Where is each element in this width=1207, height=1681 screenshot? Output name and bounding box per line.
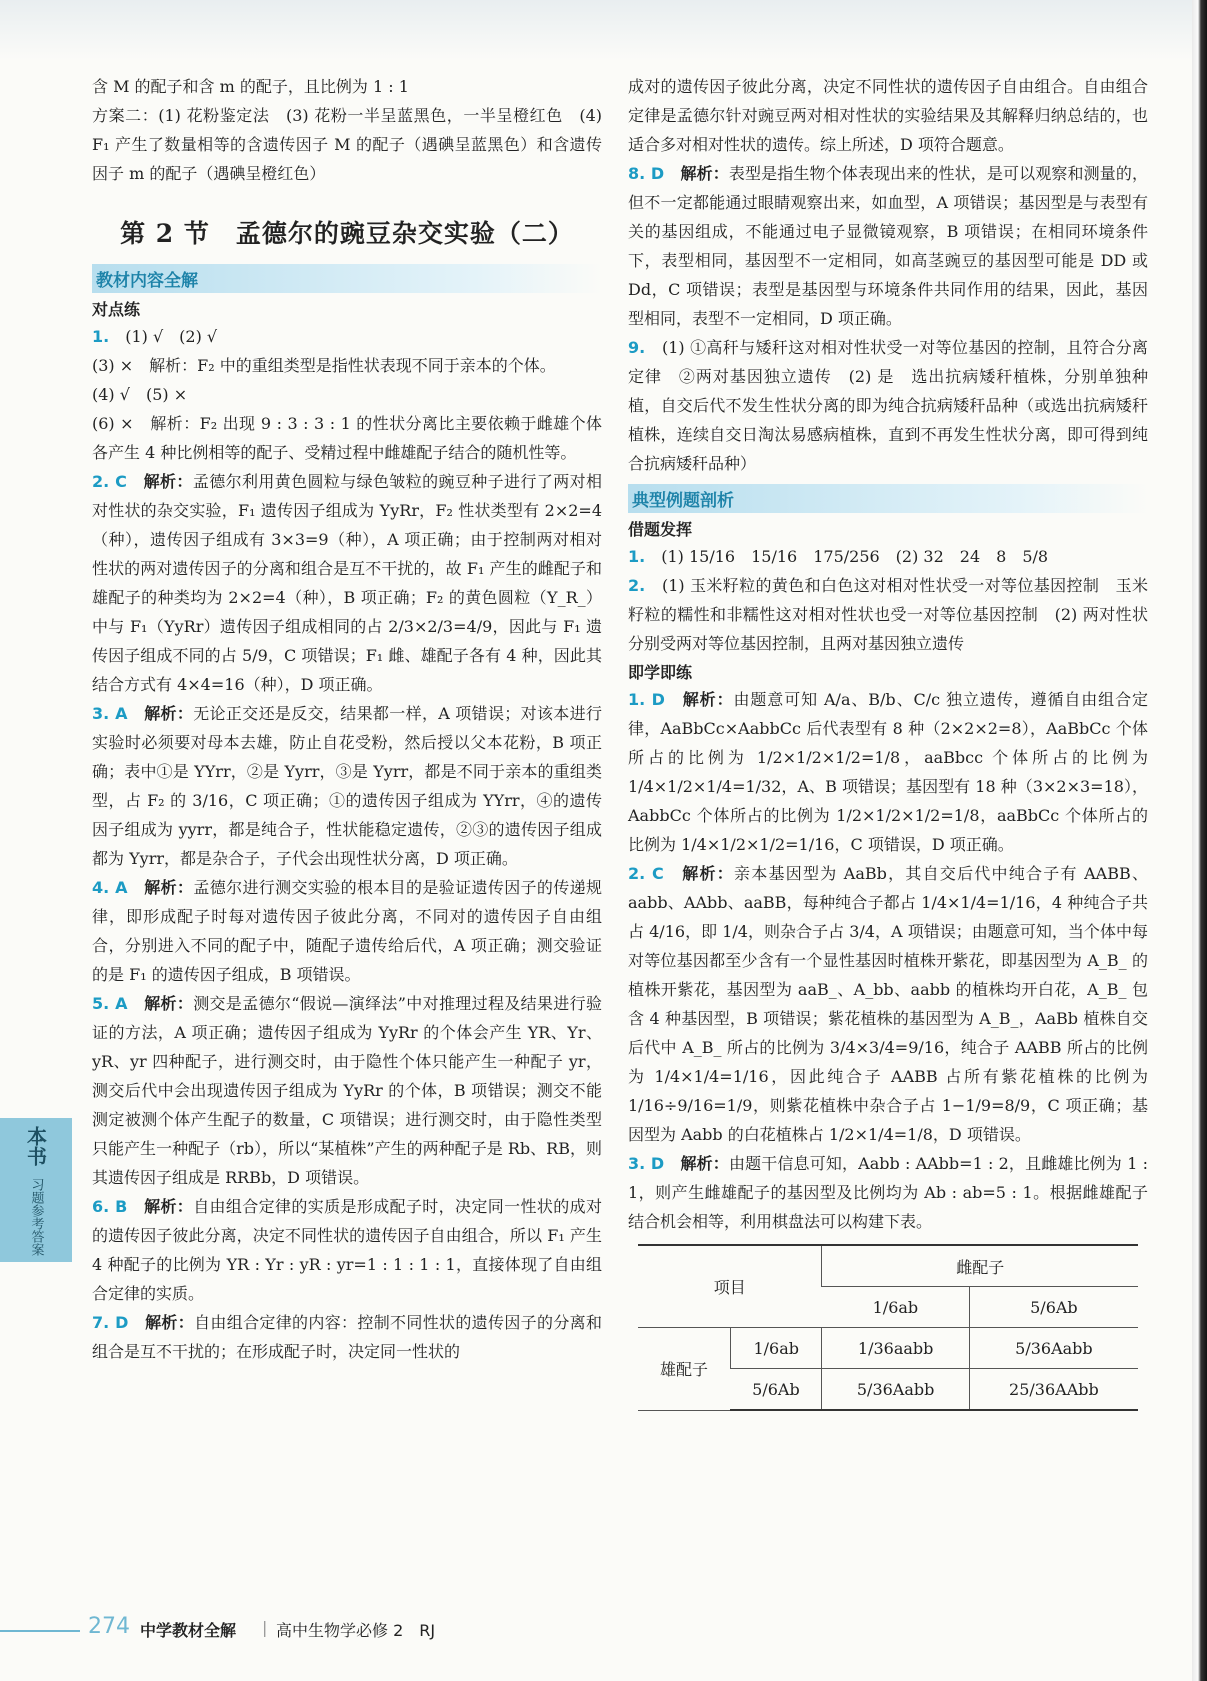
table-cell: 5/36Aabb — [822, 1369, 969, 1411]
subheading-extend: 借题发挥 — [628, 520, 693, 539]
answer-text: 自由组合定律的内容：控制不同性状的遗传因子的分离和组合是互不干扰的；在形成配子时，决定同一性状的 — [92, 1313, 602, 1361]
table-row-head: 1/6ab — [730, 1328, 822, 1369]
answer-number: 2. C — [92, 472, 127, 491]
side-tab-small: 习题参考答案 — [28, 1178, 44, 1256]
answer-number: 1. — [628, 547, 646, 566]
answer-item — [92, 989, 602, 1192]
footer-course: 高中生物学必修 2 RJ — [276, 1621, 436, 1640]
answer-item — [628, 571, 1148, 658]
answer-number: 8. D — [628, 164, 665, 183]
answer-item — [92, 467, 602, 699]
analysis-label: 解析： — [144, 994, 194, 1013]
answer-text: 由题干信息可知，Aabb : AAbb=1 : 2，且雌雄比例为 1 : 1，则产生雌雄配子的基因型及比例均为 Ab : ab=5 : 1。根据雌雄配子结合机会相等，利用棋盘法可以构建下表。 — [628, 1154, 1148, 1231]
subheading-practice: 对点练 — [92, 300, 141, 319]
side-tab-answers — [0, 1118, 72, 1262]
answer-item — [628, 859, 1148, 1149]
answer-number: 6. B — [92, 1197, 128, 1216]
answer-text: 自由组合定律的实质是形成配子时，决定同一性状的成对的遗传因子彼此分离，决定不同性状的遗传因子自由组合，所以 F₁ 产生 4 种配子的比例为 YR : Yr : yR : yr=1 : 1 : 1 : 1，直接体现了自由组合定律的实质。 — [92, 1197, 602, 1303]
analysis-label: 解析： — [680, 164, 729, 183]
answer-number: 2. C — [628, 864, 664, 883]
side-tab-big: 本书 — [23, 1126, 48, 1166]
answer-item — [92, 873, 602, 989]
answer-item — [628, 685, 1148, 859]
intro-line-1: 含 M 的配子和含 m 的配子，且比例为 1 : 1 — [92, 77, 409, 96]
table-cell: 1/36aabb — [822, 1328, 969, 1369]
answer-item — [628, 542, 1148, 571]
page-binding-edge — [1192, 0, 1207, 1681]
answer-text: (1) 玉米籽粒的黄色和白色这对相对性状受一对等位基因控制 玉米籽粒的糯性和非糯性这对相对性状也受一对等位基因控制 (2) 两对性状分别受两对等位基因控制，且两对基因独立遗传 — [628, 576, 1148, 653]
answer-text: (3) × 解析：F₂ 中的重组类型是指性状表现不同于亲本的个体。 — [92, 356, 556, 375]
answer-text: 孟德尔利用黄色圆粒与绿色皱粒的豌豆种子进行了两对相对性状的杂交实验，F₁ 遗传因子组成为 YyRr，F₂ 性状类型有 2×2=4（种），遗传因子组成有 3×3=9（种），A 项正确；由于控制两对相对性状的两对遗传因子的分离和组合是互不干扰的，故 F₁ 产生的雌配子和雄配子的种类均为 2×2=4（种），B 项正确；F₂ 的黄色圆粒（Y_R_）中与 F₁（YyRr）遗传因子组成相同的占 2/3×2/3=4/9，因此与 F₁ 遗传因子组成不同的占 5/9，C 项错误；F₁ 雌、雄配子各有 4 种，因此其结合方式有 4×4=16（种），D 项正确。 — [92, 472, 602, 694]
right-answer-list-top — [628, 72, 1148, 478]
answer-text: (1) 15/16 15/16 175/256 (2) 32 24 8 5/8 — [661, 547, 1049, 566]
answer-item — [92, 351, 602, 380]
answer-item — [628, 159, 1148, 333]
answer-item — [628, 72, 1148, 159]
analysis-label: 解析： — [144, 704, 194, 723]
answer-number: 9. — [628, 338, 646, 357]
answer-item — [92, 380, 602, 409]
answer-text: 表型是指生物个体表现出来的性状，是可以观察和测量的，但不一定都能通过眼睛观察出来，如血型，A 项错误；基因型是与表型有关的基因组成，不能通过电子显微镜观察，B 项错误；在相同环境条件下，表型相同，基因型不一定相同，如高茎豌豆的基因型可能是 DD 或 Dd，C 项错误；表型是基因型与环境条件共同作用的结果，因此，基因型相同，表型不一定相同，D 项正确。 — [628, 164, 1148, 328]
answer-text: 成对的遗传因子彼此分离，决定不同性状的遗传因子自由组合。自由组合定律是孟德尔针对豌豆两对相对性状的实验结果及其解释归纳总结的，也适合多对相对性状的遗传。综上所述，D 项符合题意。 — [628, 77, 1148, 154]
analysis-label: 解析： — [143, 472, 193, 491]
table-female-header: 雌配子 — [822, 1245, 1138, 1287]
answer-number: 7. D — [92, 1313, 129, 1332]
section-title: 第 2 节 孟德尔的豌豆杂交实验（二） — [120, 219, 574, 248]
answer-item — [92, 322, 602, 351]
answer-number: 4. A — [92, 878, 128, 897]
analysis-label: 解析： — [680, 1154, 729, 1173]
table-col-head: 1/6ab — [822, 1287, 969, 1328]
section-bar-examples: 典型例题剖析 — [628, 484, 1148, 513]
answer-text: 无论正交还是反交，结果都一样，A 项错误；对该本进行实验时必须要对母本去雄，防止自花受粉，然后授以父本花粉，B 项正确；表中①是 YYrr，②是 Yyrr，③是 Yyrr，都是不同于亲本的重组类型，占 F₂ 的 3/16，C 项正确；①的遗传因子组成为 YYrr，④的遗传因子组成为 yyrr，都是纯合子，性状能稳定遗传，②③的遗传因子组成都为 Yyrr，都是杂合子，子代会出现性状分离，D 项正确。 — [92, 704, 602, 868]
answer-number: 5. A — [92, 994, 128, 1013]
answer-text: (1) ①高秆与矮秆这对相对性状受一对等位基因的控制，且符合分离定律 ②两对基因独立遗传 (2) 是 选出抗病矮秆植株，分别单独种植，自交后代不发生性状分离的即为纯合抗病矮秆品种（或选出抗病矮秆植株，连续自交日淘汰易感病植株，直到不再发生性状分离，即可得到纯合抗病矮秆品种） — [628, 338, 1148, 473]
answer-item — [92, 409, 602, 467]
answer-text: (6) × 解析：F₂ 出现 9 : 3 : 3 : 1 的性状分离比主要依赖于雌雄个体各产生 4 种比例相等的配子、受精过程中雌雄配子结合的随机性等。 — [92, 414, 602, 462]
subheading-practice-now: 即学即练 — [628, 663, 693, 682]
answer-text: (4) √ (5) × — [92, 385, 188, 404]
answer-number: 2. — [628, 576, 646, 595]
table-cell: 5/36Aabb — [969, 1328, 1138, 1369]
section-bar-textbook: 教材内容全解 — [92, 264, 602, 293]
answer-item — [92, 1192, 602, 1308]
answer-text: 由题意可知 A/a、B/b、C/c 独立遗传，遵循自由组合定律，AaBbCc×AabbCc 后代表型有 8 种（2×2×2=8），AaBbCc 个体所占的比例为 1/2×1/2×1/2=1/8，aaBbcc 个体所占的比例为 1/4×1/2×1/4=1/32，A、B 项错误；基因型有 18 种（3×2×3=18），AabbCc 个体所占的比例为 1/2×1/2×1/2=1/8，aaBbCc 个体所占的比例为 1/4×1/2×1/2=1/16，C 项错误，D 项正确。 — [628, 690, 1148, 854]
analysis-label: 解析： — [144, 1197, 194, 1216]
answer-number: 1. — [92, 327, 110, 346]
answer-text: 亲本基因型为 AaBb，其自交后代中纯合子有 AABB、aabb、AAbb、aaBB，每种纯合子都占 1/4×1/4=1/16，4 种纯合子共占 4/16，即 1/4，则杂合子占 3/4，A 项错误；由题意可知，当个体中每对等位基因都至少含有一个显性基因时植株开紫花，即基因型为 A_B_ 的植株开紫花，基因型为 aaB_、A_bb、aabb 的植株均开白花，A_B_ 包含 4 种基因型，B 项错误；紫花植株的基因型为 A_B_，AaBb 植株自交后代中 A_B_ 所占的比例为 3/4×3/4=9/16，纯合子 AABB 所占的比例为 1/4×1/4=1/16，因此纯合子 AABB 占所有紫花植株的比例为 1/16÷9/16=1/9，则紫花植株中杂合子占 1−1/9=8/9，C 项正确；基因型为 Aabb 的白花植株占 1/2×1/4=1/8，D 项错误。 — [628, 864, 1148, 1144]
analysis-label: 解析： — [682, 864, 734, 883]
page-footer — [0, 1612, 520, 1652]
footer-separator: | — [262, 1618, 268, 1637]
answer-item — [92, 1308, 602, 1366]
analysis-label: 解析： — [682, 690, 734, 709]
footer-book-title: 中学教材全解 — [140, 1621, 237, 1640]
analysis-label: 解析： — [144, 878, 194, 897]
right-answer-list-bottom — [628, 685, 1148, 1236]
answer-item — [92, 699, 602, 873]
answer-item — [628, 333, 1148, 478]
answer-number: 1. D — [628, 690, 665, 709]
table-cell: 25/36AAbb — [969, 1369, 1138, 1411]
intro-line-2: 方案二：(1) 花粉鉴定法 (3) 花粉一半呈蓝黑色，一半呈橙红色 (4) F₁ 产生了数量相等的含遗传因子 M 的配子（遇碘呈蓝黑色）和含遗传因子 m 的配子（遇碘呈橙红色） — [92, 106, 602, 183]
right-answer-list-mid — [628, 542, 1148, 658]
page-top-shadow — [0, 0, 1192, 60]
left-answer-list — [92, 322, 602, 1366]
table-male-header: 雄配子 — [638, 1328, 730, 1411]
answer-number: 3. A — [92, 704, 128, 723]
table-row-head: 5/6Ab — [730, 1369, 822, 1411]
answer-number: 3. D — [628, 1154, 665, 1173]
table-col-head: 5/6Ab — [969, 1287, 1138, 1328]
answer-text: 孟德尔进行测交实验的根本目的是验证遗传因子的传递规律，即形成配子时每对遗传因子彼此分离，不同对的遗传因子自由组合，分别进入不同的配子中，随配子遗传给后代，A 项正确；测交验证的是 F₁ 的遗传因子组成，B 项错误。 — [92, 878, 602, 984]
left-column — [92, 72, 602, 1366]
answer-item — [628, 1149, 1148, 1236]
right-column — [628, 72, 1148, 1411]
answer-text: 测交是孟德尔“假说—演绎法”中对推理过程及结果进行验证的方法，A 项正确；遗传因子组成为 YyRr 的个体会产生 YR、Yr、yR、yr 四种配子，进行测交时，由于隐性个体只能产生一种配子 yr，测交后代中会出现遗传因子组成为 YyRr 的个体，B 项错误；测交不能测定被测个体产生配子的数量，C 项错误；进行测交时，由于隐性类型只能产生一种配子（rb），所以“某植株”产生的两种配子是 Rb、RB，则其遗传因子组成是 RRBb，D 项错误。 — [92, 994, 602, 1187]
punnett-table — [638, 1244, 1138, 1411]
page-number: 274 — [88, 1614, 130, 1639]
analysis-label: 解析： — [145, 1313, 195, 1332]
answer-text: (1) √ (2) √ — [125, 327, 218, 346]
table-corner: 项目 — [638, 1245, 822, 1328]
footer-rule — [0, 1630, 80, 1632]
